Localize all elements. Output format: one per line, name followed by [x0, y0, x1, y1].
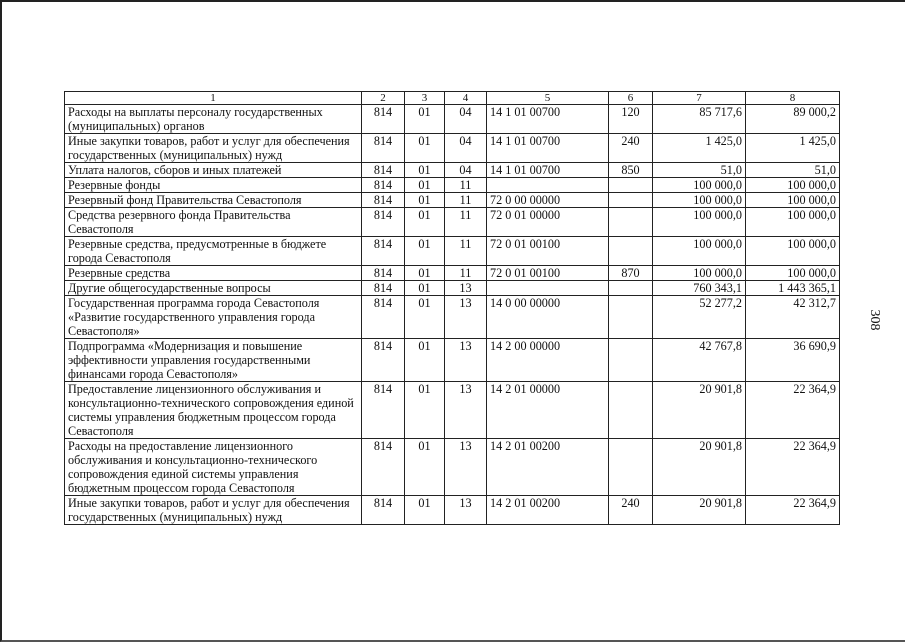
cell-target-article: 72 0 01 00000: [487, 208, 609, 237]
column-header: 3: [405, 92, 445, 105]
row-description: Расходы на выплаты персоналу государственных (муниципальных) органов: [65, 105, 362, 134]
cell-expense-type: [609, 439, 653, 496]
cell-section-code: 01: [405, 339, 445, 382]
cell-ministry-code: 814: [362, 281, 405, 296]
cell-section-code: 01: [405, 208, 445, 237]
cell-subsection-code: 04: [445, 163, 487, 178]
cell-section-code: 01: [405, 105, 445, 134]
cell-ministry-code: 814: [362, 193, 405, 208]
row-description: Резервный фонд Правительства Севастополя: [65, 193, 362, 208]
cell-section-code: 01: [405, 163, 445, 178]
cell-section-code: 01: [405, 266, 445, 281]
cell-amount-year-2: 1 425,0: [746, 134, 840, 163]
cell-amount-year-1: 100 000,0: [653, 178, 746, 193]
cell-expense-type: [609, 178, 653, 193]
cell-expense-type: [609, 237, 653, 266]
cell-target-article: 14 2 01 00200: [487, 496, 609, 525]
table-row: [65, 296, 840, 339]
cell-target-article: 14 1 01 00700: [487, 163, 609, 178]
cell-subsection-code: 04: [445, 105, 487, 134]
cell-section-code: 01: [405, 237, 445, 266]
cell-expense-type: [609, 281, 653, 296]
row-description: Иные закупки товаров, работ и услуг для обеспечения государственных (муниципальных) нужд: [65, 496, 362, 525]
cell-section-code: 01: [405, 496, 445, 525]
column-header: 2: [362, 92, 405, 105]
cell-amount-year-2: 22 364,9: [746, 496, 840, 525]
cell-ministry-code: 814: [362, 237, 405, 266]
cell-section-code: 01: [405, 382, 445, 439]
column-header: 6: [609, 92, 653, 105]
row-description: Резервные фонды: [65, 178, 362, 193]
cell-amount-year-2: 1 443 365,1: [746, 281, 840, 296]
cell-amount-year-1: 85 717,6: [653, 105, 746, 134]
cell-ministry-code: 814: [362, 296, 405, 339]
table-row: [65, 163, 840, 178]
cell-expense-type: 120: [609, 105, 653, 134]
table-row: [65, 193, 840, 208]
cell-ministry-code: 814: [362, 439, 405, 496]
cell-expense-type: [609, 339, 653, 382]
cell-expense-type: [609, 296, 653, 339]
cell-amount-year-2: 100 000,0: [746, 208, 840, 237]
cell-amount-year-1: 760 343,1: [653, 281, 746, 296]
cell-amount-year-1: 51,0: [653, 163, 746, 178]
cell-expense-type: 240: [609, 134, 653, 163]
cell-target-article: 72 0 00 00000: [487, 193, 609, 208]
row-description: Иные закупки товаров, работ и услуг для обеспечения государственных (муниципальных) нужд: [65, 134, 362, 163]
column-header: 4: [445, 92, 487, 105]
cell-ministry-code: 814: [362, 382, 405, 439]
cell-subsection-code: 13: [445, 439, 487, 496]
table-row: [65, 266, 840, 281]
cell-subsection-code: 04: [445, 134, 487, 163]
cell-subsection-code: 13: [445, 339, 487, 382]
cell-ministry-code: 814: [362, 163, 405, 178]
cell-amount-year-1: 100 000,0: [653, 237, 746, 266]
budget-table: [64, 91, 840, 525]
cell-amount-year-1: 100 000,0: [653, 266, 746, 281]
cell-ministry-code: 814: [362, 266, 405, 281]
cell-target-article: [487, 178, 609, 193]
cell-amount-year-1: 20 901,8: [653, 382, 746, 439]
column-header: 8: [746, 92, 840, 105]
table-row: [65, 208, 840, 237]
table-row: [65, 439, 840, 496]
cell-ministry-code: 814: [362, 339, 405, 382]
row-description: Подпрограмма «Модернизация и повышение эффективности управления государственными финансами города Севастополя»: [65, 339, 362, 382]
table-header-row: [65, 92, 840, 105]
cell-subsection-code: 13: [445, 496, 487, 525]
cell-subsection-code: 11: [445, 266, 487, 281]
cell-amount-year-1: 1 425,0: [653, 134, 746, 163]
table-row: [65, 134, 840, 163]
row-description: Средства резервного фонда Правительства Севастополя: [65, 208, 362, 237]
cell-amount-year-2: 22 364,9: [746, 382, 840, 439]
row-description: Уплата налогов, сборов и иных платежей: [65, 163, 362, 178]
cell-target-article: 72 0 01 00100: [487, 266, 609, 281]
cell-ministry-code: 814: [362, 178, 405, 193]
cell-amount-year-2: 36 690,9: [746, 339, 840, 382]
cell-target-article: 14 1 01 00700: [487, 105, 609, 134]
cell-amount-year-1: 42 767,8: [653, 339, 746, 382]
row-description: Резервные средства, предусмотренные в бюджете города Севастополя: [65, 237, 362, 266]
cell-expense-type: 850: [609, 163, 653, 178]
cell-amount-year-1: 20 901,8: [653, 439, 746, 496]
cell-section-code: 01: [405, 439, 445, 496]
row-description: Другие общегосударственные вопросы: [65, 281, 362, 296]
table-row: [65, 105, 840, 134]
cell-subsection-code: 13: [445, 382, 487, 439]
cell-amount-year-2: 100 000,0: [746, 193, 840, 208]
cell-target-article: 14 1 01 00700: [487, 134, 609, 163]
cell-amount-year-2: 51,0: [746, 163, 840, 178]
cell-target-article: 14 0 00 00000: [487, 296, 609, 339]
cell-subsection-code: 11: [445, 193, 487, 208]
cell-ministry-code: 814: [362, 105, 405, 134]
cell-amount-year-1: 100 000,0: [653, 208, 746, 237]
cell-subsection-code: 13: [445, 281, 487, 296]
row-description: Государственная программа города Севастополя «Развитие государственного управления города Севастополя»: [65, 296, 362, 339]
cell-amount-year-2: 100 000,0: [746, 178, 840, 193]
cell-target-article: [487, 281, 609, 296]
cell-section-code: 01: [405, 178, 445, 193]
cell-expense-type: [609, 382, 653, 439]
column-header: 7: [653, 92, 746, 105]
cell-amount-year-2: 22 364,9: [746, 439, 840, 496]
cell-target-article: 72 0 01 00100: [487, 237, 609, 266]
cell-target-article: 14 2 01 00000: [487, 382, 609, 439]
cell-expense-type: 240: [609, 496, 653, 525]
cell-amount-year-1: 100 000,0: [653, 193, 746, 208]
cell-expense-type: [609, 208, 653, 237]
row-description: Резервные средства: [65, 266, 362, 281]
cell-subsection-code: 11: [445, 178, 487, 193]
table-row: [65, 382, 840, 439]
cell-amount-year-2: 42 312,7: [746, 296, 840, 339]
cell-ministry-code: 814: [362, 496, 405, 525]
page-number: 308: [867, 309, 882, 331]
cell-amount-year-2: 100 000,0: [746, 237, 840, 266]
cell-subsection-code: 11: [445, 237, 487, 266]
column-header: 5: [487, 92, 609, 105]
row-description: Предоставление лицензионного обслуживания и консультационно-технического сопровождения единой системы управления бюджетным процессом города Севастополя: [65, 382, 362, 439]
cell-ministry-code: 814: [362, 208, 405, 237]
cell-amount-year-1: 52 277,2: [653, 296, 746, 339]
cell-section-code: 01: [405, 134, 445, 163]
cell-amount-year-2: 89 000,2: [746, 105, 840, 134]
column-header: 1: [65, 92, 362, 105]
cell-amount-year-2: 100 000,0: [746, 266, 840, 281]
table-row: [65, 237, 840, 266]
row-description: Расходы на предоставление лицензионного обслуживания и консультационно-технического сопровождения единой системы управления бюджетным процессом города Севастополя: [65, 439, 362, 496]
cell-section-code: 01: [405, 296, 445, 339]
cell-amount-year-1: 20 901,8: [653, 496, 746, 525]
cell-section-code: 01: [405, 281, 445, 296]
cell-ministry-code: 814: [362, 134, 405, 163]
cell-expense-type: 870: [609, 266, 653, 281]
table-row: [65, 339, 840, 382]
cell-subsection-code: 13: [445, 296, 487, 339]
table-row: [65, 178, 840, 193]
cell-target-article: 14 2 01 00200: [487, 439, 609, 496]
cell-subsection-code: 11: [445, 208, 487, 237]
table-row: [65, 281, 840, 296]
cell-target-article: 14 2 00 00000: [487, 339, 609, 382]
cell-expense-type: [609, 193, 653, 208]
cell-section-code: 01: [405, 193, 445, 208]
table-row: [65, 496, 840, 525]
